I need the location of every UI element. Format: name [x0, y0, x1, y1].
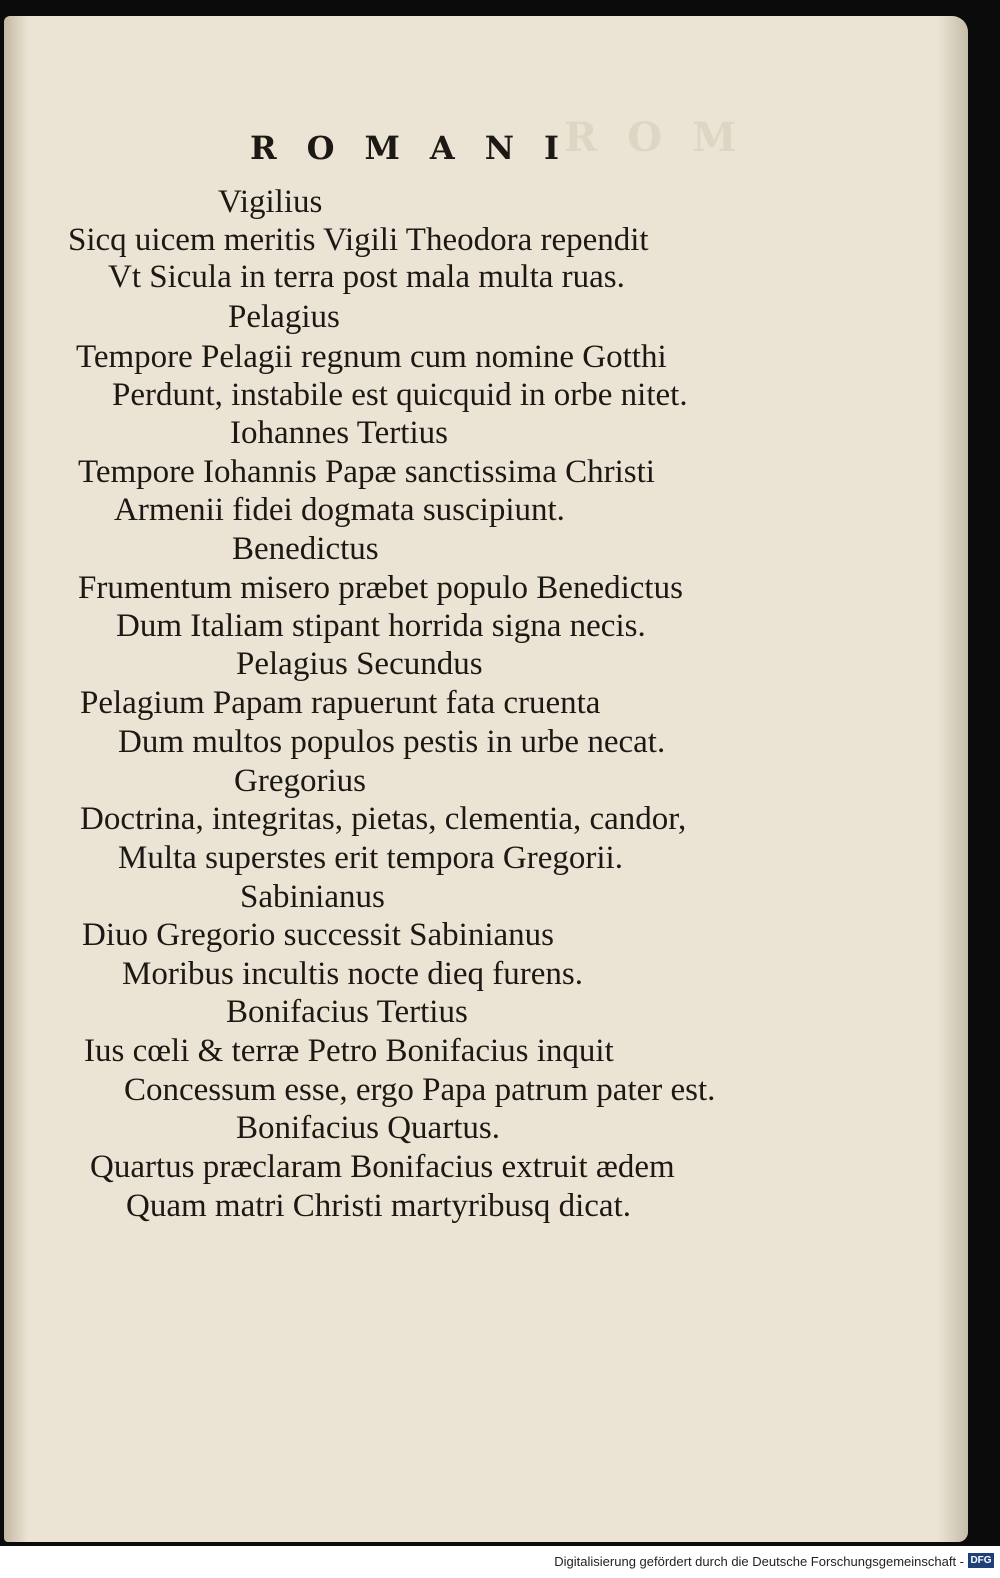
poem-line: Armenii fidei dogmata suscipiunt.: [114, 492, 565, 528]
poem-line: Quartus præclaram Bonifacius extruit ædem: [90, 1149, 675, 1185]
poem-line: Tempore Pelagii regnum cum nomine Gotthi: [76, 339, 667, 375]
bleed-through-text: ROM: [564, 114, 767, 161]
funding-notice: Digitalisierung gefördert durch die Deutsche Forschungsgemeinschaft -: [554, 1554, 964, 1569]
poem-line: Ius cœli & terræ Petro Bonifacius inquit: [84, 1033, 614, 1069]
dfg-logo: DFG: [968, 1553, 994, 1568]
running-header: ROMANI: [250, 129, 589, 167]
poem-heading: Benedictus: [232, 531, 379, 567]
poem-heading: Sabinianus: [240, 879, 385, 915]
poem-line: Multa superstes erit tempora Gregorii.: [118, 840, 623, 876]
poem-line: Tempore Iohannis Papæ sanctissima Christi: [78, 454, 655, 490]
poem-heading: Pelagius: [228, 299, 340, 335]
poem-heading: Pelagius Secundus: [236, 646, 483, 682]
poem-line: Diuo Gregorio successit Sabinianus: [82, 917, 555, 953]
poem-heading: Vigilius: [218, 184, 323, 220]
poem-line: Concessum esse, ergo Papa patrum pater est.: [124, 1072, 716, 1108]
poem-line: Perdunt, instabile est quicquid in orbe nitet.: [112, 377, 688, 413]
poem-line: Moribus incultis nocte dieq furens.: [122, 956, 584, 992]
digitization-footer: [0, 1546, 1000, 1578]
poem-heading: Iohannes Tertius: [230, 415, 448, 451]
poem-line: Sicq uicem meritis Vigili Theodora rependit: [68, 222, 649, 258]
poem-line: Doctrina, integritas, pietas, clementia, candor,: [80, 801, 687, 837]
poem-line: Dum multos populos pestis in urbe necat.: [118, 724, 666, 760]
poem-line: Vt Sicula in terra post mala multa ruas.: [108, 259, 625, 295]
poem-line: Dum Italiam stipant horrida signa necis.: [116, 608, 646, 644]
poem-heading: Bonifacius Quartus.: [236, 1110, 500, 1146]
poem-line: Pelagium Papam rapuerunt fata cruenta: [80, 685, 601, 721]
poem-line: Frumentum misero præbet populo Benedictus: [78, 570, 683, 606]
poem-heading: Gregorius: [234, 763, 366, 799]
poem-heading: Bonifacius Tertius: [226, 994, 468, 1030]
poem-line: Quam matri Christi martyribusq dicat.: [126, 1188, 631, 1224]
book-page: [4, 16, 968, 1542]
